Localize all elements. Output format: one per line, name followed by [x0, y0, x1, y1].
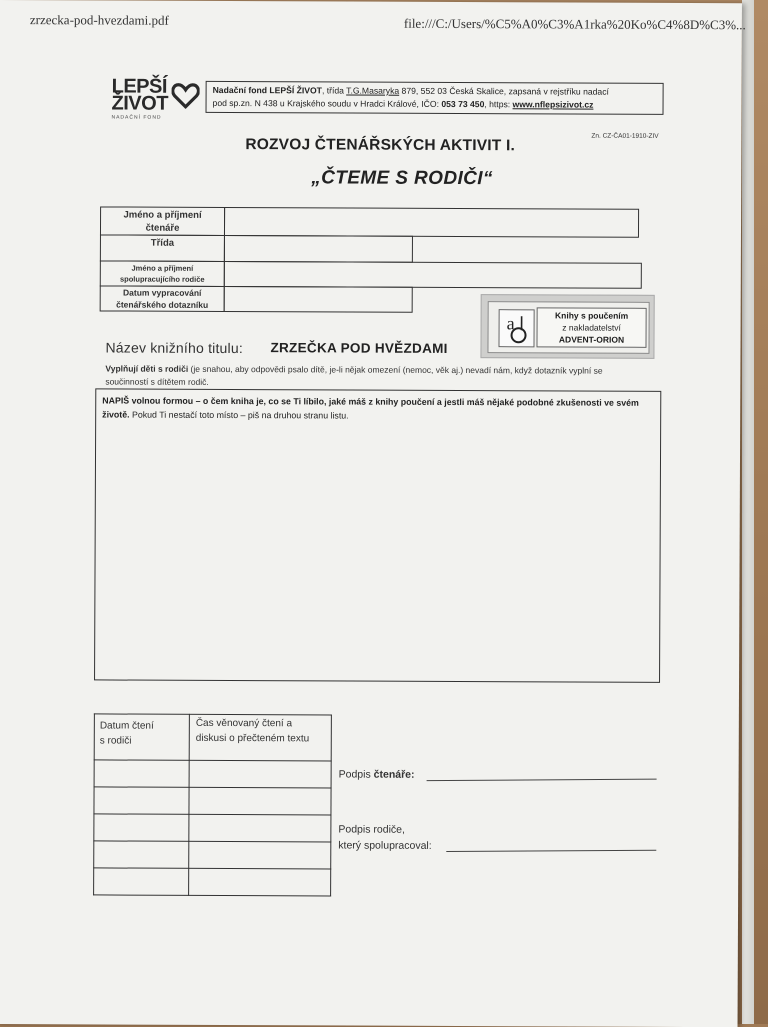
reader-signature-label: Podpis čtenáře: [339, 768, 415, 780]
date-label-cell: Datum vypracování čtenářského dotazníku [100, 285, 225, 312]
heart-icon [172, 83, 200, 109]
parent-name-label-cell: Jméno a příjmení spolupracujícího rodiče [100, 260, 225, 287]
lepsi-zivot-logo [111, 78, 203, 118]
book-title: ZRZEČKA POD HVĚZDAMI [270, 340, 447, 356]
org-web-link[interactable]: www.nflepsizivot.cz [513, 99, 594, 109]
parent-name-field[interactable] [224, 261, 642, 289]
essay-box[interactable] [94, 388, 661, 682]
organization-info-box [206, 81, 664, 115]
reader-name-field[interactable] [224, 207, 639, 238]
table-border-bottom [93, 894, 331, 896]
log-header-date: Datum čtení s rodiči [100, 718, 154, 748]
print-header-url: file:///C:/Users/%C5%A0%C3%A1rka%20Ko%C4%8D%C3%... [404, 16, 746, 33]
table-row-divider [93, 867, 331, 869]
table-row-divider [93, 840, 331, 842]
org-line2: pod sp.zn. N 438 u Krajského soudu v Hradci Králové, IČO: 053 73 450, https: www.nflepsizivot.cz [213, 97, 657, 112]
logo-line2: ŽIVOT [112, 95, 204, 112]
log-header-time: Čas věnovaný čtení a diskusi o přečteném textu [196, 716, 310, 746]
publisher-badge [480, 294, 654, 359]
date-field[interactable] [224, 286, 413, 313]
class-field[interactable] [224, 235, 413, 263]
advent-orion-logo-icon [498, 309, 534, 347]
reader-signature-line[interactable] [427, 779, 657, 781]
instructions-note: Vyplňují děti s rodiči (je snahou, aby odpovědi psalo dítě, je-li nějak omezení (nemoc, věk aj.) nevadí nám, když dotazník vyplní se součinností s dítětem rodič. [105, 362, 625, 390]
print-header-filename: zrzecka-pod-hvezdami.pdf [30, 12, 169, 29]
essay-prompt: NAPIŠ volnou formou – o čem kniha je, co se Ti líbilo, jaké máš z knihy poučení a jestli máš nějaké podobné zkušenosti ve svém životě. [102, 395, 639, 419]
book-title-label: Název knižního titulu: [105, 339, 243, 356]
document-title: ROZVOJ ČTENÁŘSKÝCH AKTIVIT I. [245, 136, 515, 155]
logo-tagline: NADAČNÍ FOND [111, 114, 203, 120]
table-row-divider [94, 759, 332, 761]
reading-log-table [93, 713, 332, 897]
document-code: Zn. CZ-ČA01-1910-ZIV [591, 133, 658, 140]
document-subtitle: „ČTEME S RODIČI“ [311, 167, 493, 190]
class-label-cell: Třída [100, 234, 225, 262]
parent-signature-label-2: který spolupracoval: [338, 839, 431, 851]
table-row-divider [93, 813, 331, 815]
reader-name-label-cell: Jméno a příjmení čtenáře [100, 206, 225, 236]
table-row-divider [94, 786, 332, 788]
essay-prompt-note: Pokud Ti nestačí toto místo – piš na druhou stranu listu. [130, 410, 349, 421]
paper-stack-edge [742, 0, 754, 1024]
svg-text:a: a [507, 313, 515, 333]
parent-signature-label-1: Podpis rodiče, [338, 823, 405, 835]
logo-line1: LEPŠÍ [112, 78, 204, 95]
org-name: Nadační fond LEPŠÍ ŽIVOT [213, 85, 322, 95]
parent-signature-line[interactable] [446, 850, 656, 852]
publisher-badge-inner [487, 301, 649, 354]
org-line1: Nadační fond LEPŠÍ ŽIVOT, třída T.G.Masaryka 879, 552 03 Česká Skalice, zapsaná v rejstříku nadací [213, 84, 657, 99]
publisher-badge-text: Knihy s poučením z nakladatelství ADVENT-ORION [536, 307, 646, 347]
